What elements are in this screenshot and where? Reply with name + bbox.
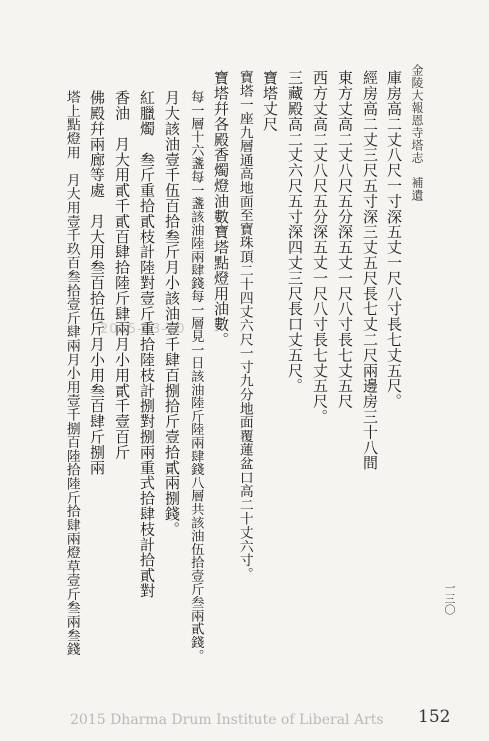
text-column-5: 三藏殿高二丈六尺五寸深四丈三尺長口丈五尺。 — [286, 70, 304, 394]
institution-watermark: 2015 Dharma Drum Institute of Liberal Arts — [70, 712, 384, 728]
text-column-10: 月大該油壹千伍百拾叁斤月小該油壹千肆百捌拾斤壹拾貳兩捌錢。 — [163, 90, 181, 537]
text-column-11: 紅臘燭 叁斤重拾貳枝計陸對壹斤重拾陸枝計捌對捌兩重式拾肆枝計拾貳對 — [138, 90, 156, 599]
section-heading: 寶塔丈尺 — [261, 70, 279, 132]
text-column-4: 西方丈高二丈八尺五分深五丈一尺八寸長七丈五尺。 — [311, 70, 329, 425]
text-column-2: 經房高二丈三尺五寸深三丈五尺長七丈二尺兩邊房三十八間 — [361, 70, 379, 471]
running-header: 金陵大報恩寺塔志 補遺 — [410, 64, 424, 202]
text-column-8: 寶塔幷各殿香燭燈油數寶塔點燈用油數。 — [212, 70, 230, 348]
page-number-vertical: 一三〇 — [443, 582, 456, 615]
text-column-7: 寶塔一座九層通高地面至寶珠頂二十四丈六尺一寸九分地面覆蓮盆口高二十丈六寸。 — [236, 70, 253, 581]
text-column-3: 東方丈高二丈八尺五分深五丈一尺八寸長七丈五尺 — [336, 70, 354, 409]
text-column-1: 庫房高二丈八尺一寸深五丈一尺八寸長七丈五尺。 — [385, 70, 403, 409]
text-column-13: 佛殿幷兩廊等處 月大用叁百拾伍斤月小用叁百肆斤捌兩 — [88, 90, 106, 475]
scan-page-number: 152 — [418, 707, 451, 727]
date-watermark: 2015-03-10 — [100, 322, 186, 337]
text-column-14: 塔上點燈用 月大用壹千玖百叁拾壹斤肆兩月小用壹千捌百陸拾陸斤拾肆兩燈草壹斤叁兩叁錢 — [63, 90, 80, 656]
text-column-12: 香油 月大用貳千貳百肆拾陸斤肆兩月小用貳千壹百斤 — [113, 90, 131, 460]
text-column-9: 每一層十六盞每一盞該油陸兩肆錢每一層見一日該油陸斤陸兩肆錢八層共該油伍拾壹斤叁兩貳錢。 — [188, 90, 204, 662]
